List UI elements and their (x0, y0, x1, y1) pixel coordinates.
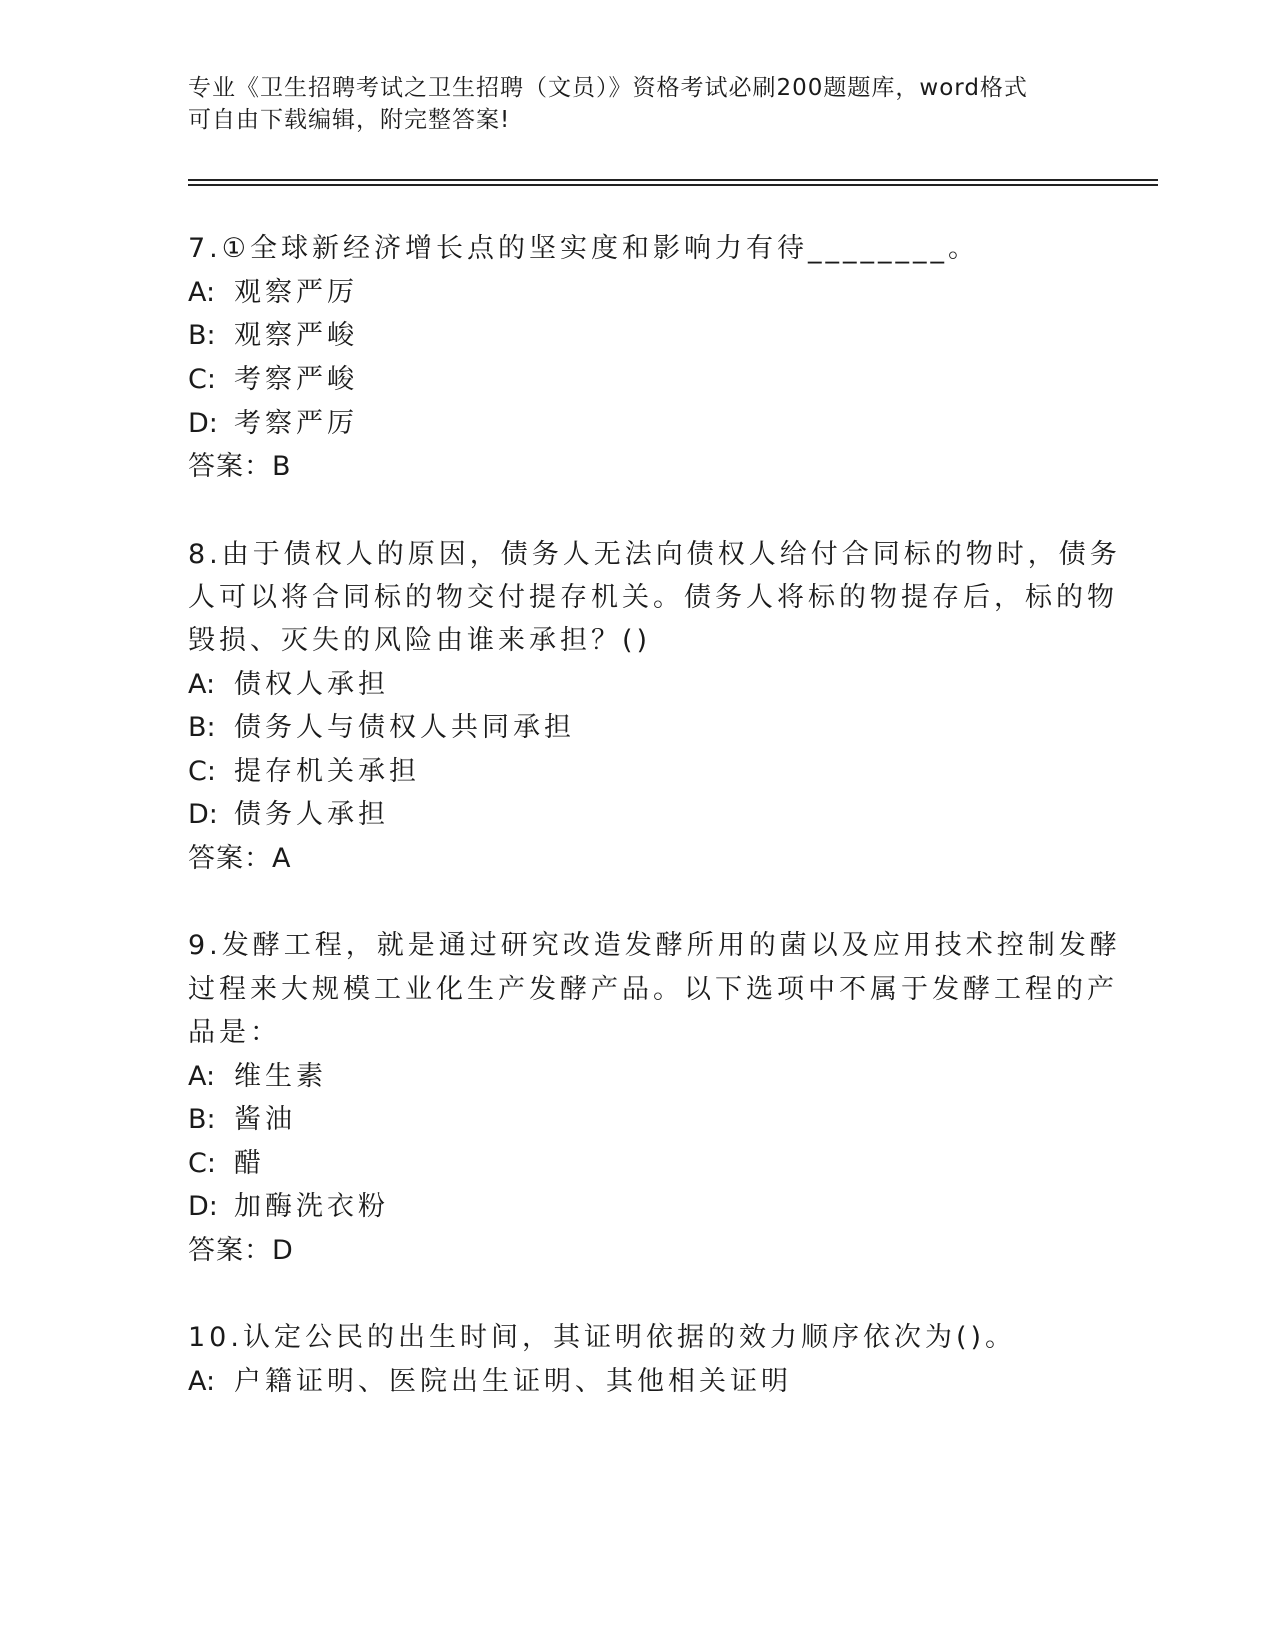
option-text: 观察严厉 (234, 277, 358, 308)
question-9-stem-line-2: 过程来大规模工业化生产发酵产品。以下选项中不属于发酵工程的产 (188, 974, 1118, 1005)
question-9-stem-line-1: 9.发酵工程，就是通过研究改造发酵所用的菌以及应用技术控制发酵 (188, 930, 1121, 961)
header-line-2: 可自由下载编辑，附完整答案! (188, 107, 511, 133)
header-divider-top (188, 179, 1158, 181)
question-9-stem-line-3: 品是： (188, 1017, 281, 1048)
option-text: 提存机关承担 (234, 756, 420, 787)
question-8-answer: 答案：A (188, 843, 292, 874)
option-letter: D: (188, 799, 218, 830)
option-text: 观察严峻 (234, 320, 358, 351)
question-7-option-d (188, 407, 358, 441)
option-text: 考察严峻 (234, 364, 358, 395)
question-8-stem-line-3: 毁损、灭失的风险由谁来承担？() (188, 625, 652, 656)
question-7-answer: 答案：B (188, 451, 292, 482)
option-text: 债务人承担 (234, 799, 389, 830)
header-divider-bottom (188, 184, 1158, 186)
question-7-stem: 7.①全球新经济增长点的坚实度和影响力有待________。 (188, 233, 979, 264)
question-7-option-a (188, 276, 358, 310)
header-line-1: 专业《卫生招聘考试之卫生招聘（文员）》资格考试必刷200题题库，word格式 (188, 75, 1028, 101)
question-10-option-a (188, 1365, 792, 1399)
option-text: 债权人承担 (234, 669, 389, 700)
option-text: 债务人与债权人共同承担 (234, 712, 575, 743)
option-letter: A: (188, 1366, 216, 1397)
question-8-stem-line-2: 人可以将合同标的物交付提存机关。债务人将标的物提存后，标的物 (188, 582, 1118, 613)
option-letter: C: (188, 364, 216, 395)
option-text: 酱油 (234, 1104, 296, 1135)
question-10-stem: 10.认定公民的出生时间，其证明依据的效力顺序依次为()。 (188, 1322, 1017, 1353)
option-letter: B: (188, 320, 216, 351)
question-7-option-b (188, 319, 358, 353)
question-9-option-c (188, 1147, 265, 1181)
option-text: 维生素 (234, 1061, 327, 1092)
option-text: 户籍证明、医院出生证明、其他相关证明 (234, 1366, 792, 1397)
option-letter: A: (188, 277, 216, 308)
question-7-option-c (188, 363, 358, 397)
option-letter: D: (188, 1191, 218, 1222)
document-header (188, 72, 1068, 136)
option-letter: C: (188, 756, 216, 787)
option-letter: D: (188, 408, 218, 439)
option-text: 考察严厉 (234, 408, 358, 439)
question-8-stem-line-1: 8.由于债权人的原因，债务人无法向债权人给付合同标的物时，债务 (188, 539, 1121, 570)
option-text: 醋 (234, 1148, 265, 1179)
question-8-option-a (188, 668, 389, 702)
option-letter: B: (188, 1104, 216, 1135)
option-text: 加酶洗衣粉 (234, 1191, 389, 1222)
question-8-option-d (188, 798, 389, 832)
option-letter: B: (188, 712, 216, 743)
option-letter: A: (188, 669, 216, 700)
question-8-option-c (188, 755, 420, 789)
option-letter: A: (188, 1061, 216, 1092)
option-letter: C: (188, 1148, 216, 1179)
question-9-answer: 答案：D (188, 1235, 294, 1266)
question-8-option-b (188, 711, 575, 745)
question-9-option-a (188, 1060, 327, 1094)
question-9-option-b (188, 1103, 296, 1137)
question-9-option-d (188, 1190, 389, 1224)
